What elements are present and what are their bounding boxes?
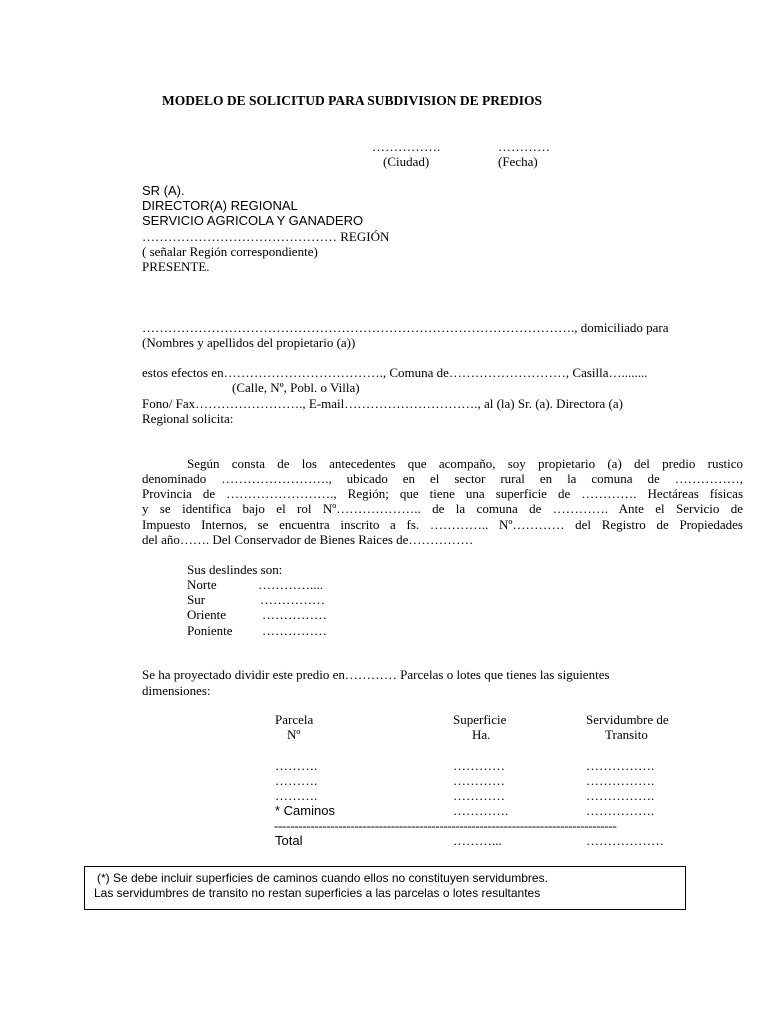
table-row-3-parcela: ………. [275,788,318,803]
applicant-name-hint: (Nombres y apellidos del propietario (a)) [142,335,356,350]
applicant-address-hint: (Calle, Nº, Pobl. o Villa) [232,380,360,395]
deslinde-oriente-label: Oriente [187,607,226,622]
deslinde-sur-dots: …………… [260,592,325,607]
ciudad-label: (Ciudad) [383,154,430,169]
deslinde-sur-label: Sur [187,592,206,607]
ciudad-dots: ……………. [372,139,441,154]
table-total-superficie: ………... [453,833,502,848]
deslinde-norte-label: Norte [187,577,217,592]
deslinde-oriente-dots: …………… [262,607,327,622]
header-superficie-ha: Ha. [472,727,491,742]
table-row-1-parcela: ………. [275,758,318,773]
header-superficie: Superficie [453,712,507,727]
deslindes-heading: Sus deslindes son: [187,562,283,577]
table-row-2-superficie: ………… [453,773,505,788]
table-row-1-superficie: ………… [453,758,505,773]
fecha-label: (Fecha) [498,154,538,169]
body-line-4: y se identifica bajo el rol Nº……………….. de la comuna de …………. Ante el Servicio de [142,501,743,516]
deslinde-poniente-label: Poniente [187,623,233,638]
deslinde-norte-dots: ………….... [258,577,323,592]
footnote-line-1: (*) Se debe incluir superficies de caminos cuando ellos no constituyen servidumbres. [97,871,548,885]
addressee-line-3: SERVICIO AGRICOLA Y GANADERO [142,213,364,228]
header-parcela-no: Nº [287,727,301,742]
division-line-2: dimensiones: [142,683,211,698]
applicant-address-line: estos efectos en………………………………., Comuna de………………………, Casilla…........ [142,365,648,380]
table-total-label: Total [275,833,303,848]
deslinde-poniente-dots: …………… [262,623,327,638]
table-total-servidumbre: ……………… [586,833,664,848]
table-row-2-servidumbre: ……………. [586,773,655,788]
addressee-line-6: PRESENTE. [142,259,210,274]
table-row-1-servidumbre: ……………. [586,758,655,773]
addressee-line-2: DIRECTOR(A) REGIONAL [142,198,298,213]
addressee-line-5: ( señalar Región correspondiente) [142,244,318,259]
table-row-3-servidumbre: ……………. [586,788,655,803]
body-line-2: denominado ……………………., ubicado en el sector rural en la comuna de ……………, [142,471,743,486]
applicant-contact-line: Fono/ Fax……………………., E-mail…………………………., al (la) Sr. (a). Directora (a) [142,396,623,411]
table-row-caminos-superficie: …………. [453,803,509,818]
header-parcela: Parcela [275,712,314,727]
addressee-line-1: SR (A). [142,183,185,198]
table-row-3-superficie: ………… [453,788,505,803]
table-separator: ------------------------------------------------------------------------------------- [274,818,617,833]
fecha-dots: ………… [498,139,550,154]
body-line-1: Según consta de los antecedentes que acompaño, soy propietario (a) del predio rustico [187,456,743,471]
header-servidumbre: Servidumbre de [586,712,669,727]
body-line-6: del año……. Del Conservador de Bienes Raices de…………… [142,532,474,547]
division-line-1: Se ha proyectado dividir este predio en………… Parcelas o lotes que tienes las siguientes [142,667,610,682]
table-row-caminos-servidumbre: ……………. [586,803,655,818]
table-row-2-parcela: ………. [275,773,318,788]
applicant-request-line: Regional solicita: [142,411,234,426]
document-title: MODELO DE SOLICITUD PARA SUBDIVISION DE PREDIOS [162,93,543,108]
header-servidumbre-transito: Transito [605,727,648,742]
addressee-line-4: ……………………………………… REGIÓN [142,229,390,244]
table-row-caminos-parcela: * Caminos [275,803,335,818]
body-line-3: Provincia de ……………………., Región; que tiene una superficie de …………. Hectáreas físicas [142,486,743,501]
applicant-name-line: ………………………………………………………………………………………., domiciliado para [142,320,669,335]
body-line-5: Impuesto Internos, se encuentra inscrito a fs. ………….. Nº………… del Registro de Propiedades [142,517,743,532]
footnote-line-2: Las servidumbres de transito no restan superficies a las parcelas o lotes resultantes [94,886,541,900]
